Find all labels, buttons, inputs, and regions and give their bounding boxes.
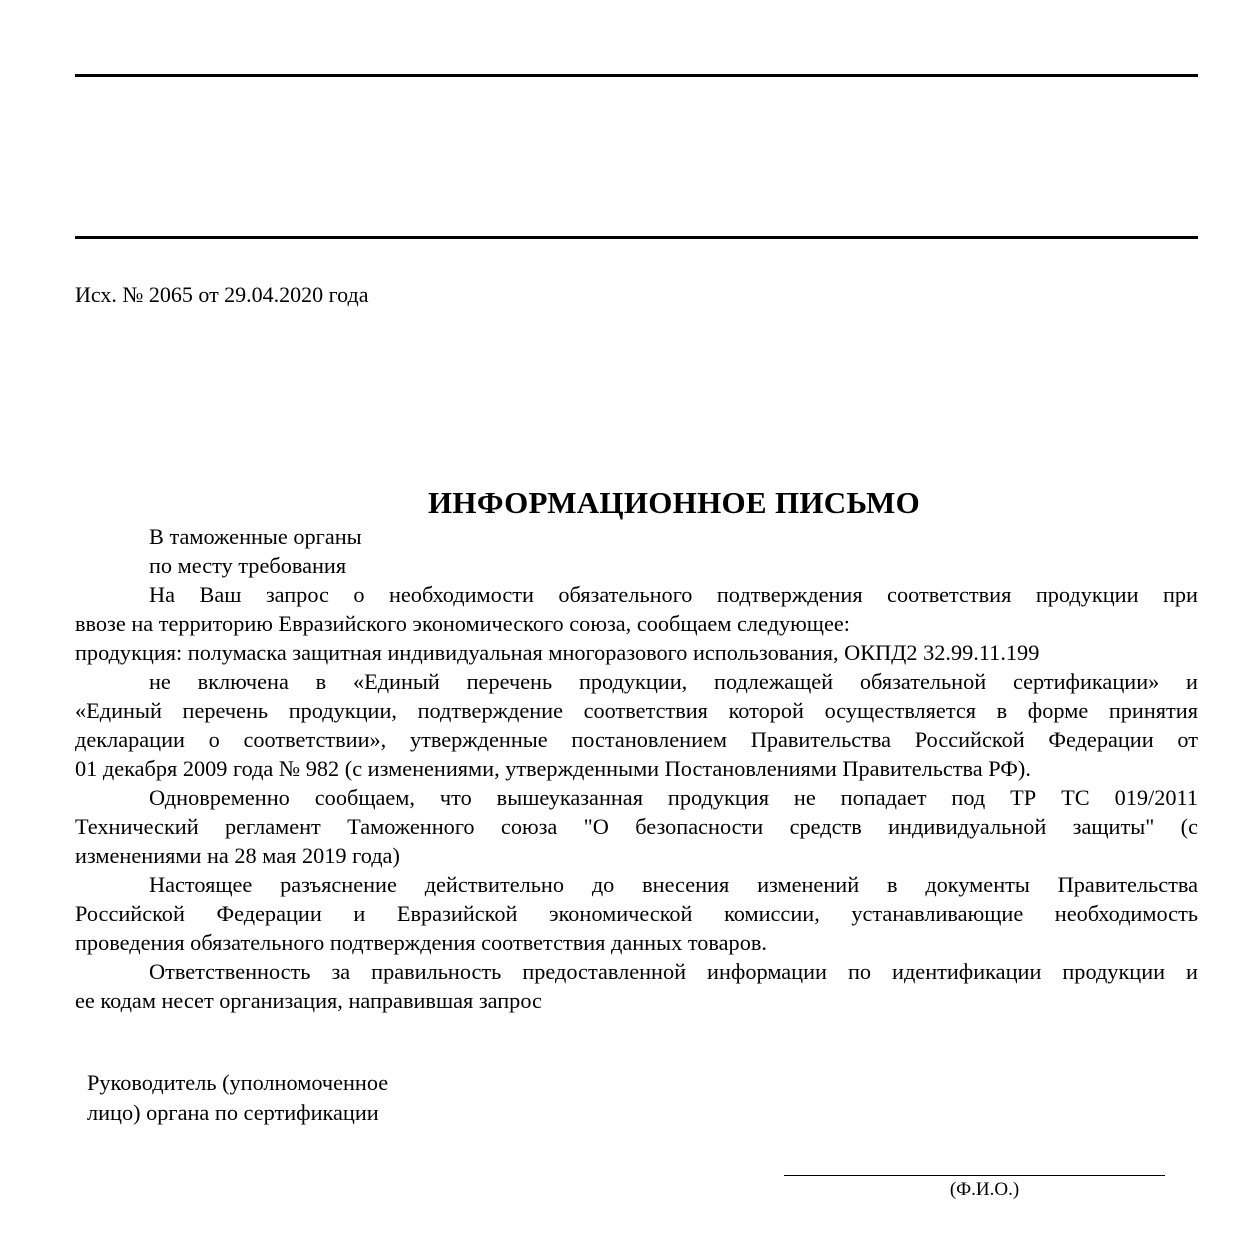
paragraph-line: Технический регламент Таможенного союза "О безопасности средств индивидуальной защиты" (с xyxy=(75,814,1198,839)
paragraph-line: Ответственность за правильность предоставленной информации по идентификации продукции и xyxy=(149,959,1198,984)
paragraph-line: Одновременно сообщаем, что вышеуказанная продукция не попадает под ТР ТС 019/2011 xyxy=(149,785,1198,810)
header-top-rule xyxy=(75,74,1198,77)
letter-title: ИНФОРМАЦИОННОЕ ПИСЬМО xyxy=(428,485,920,520)
signatory-line: лицо) органа по сертификации xyxy=(87,1100,379,1125)
letter-body xyxy=(75,522,1198,1015)
signature-line xyxy=(784,1175,1165,1176)
paragraph-line: «Единый перечень продукции, подтверждение соответствия которой осуществляется в форме принятия xyxy=(75,698,1198,723)
signature-caption: (Ф.И.О.) xyxy=(949,1179,1020,1200)
outgoing-number: Исх. № 2065 от 29.04.2020 года xyxy=(75,282,369,307)
paragraph-line: декларации о соответствии», утвержденные постановлением Правительства Российской Федерации от xyxy=(75,727,1198,752)
paragraph-line: не включена в «Единый перечень продукции, подлежащей обязательной сертификации» и xyxy=(149,669,1198,694)
product-line: продукция: полумаска защитная индивидуальная многоразового использования, ОКПД2 32.99.11.199 xyxy=(75,640,1040,665)
paragraph-line: На Ваш запрос о необходимости обязательного подтверждения соответствия продукции при xyxy=(149,582,1198,607)
signatory-line: Руководитель (уполномоченное xyxy=(87,1070,389,1095)
paragraph-line: ввозе на территорию Евразийского экономического союза, сообщаем следующее: xyxy=(75,611,850,636)
paragraph-line: ее кодам несет организация, направившая запрос xyxy=(75,988,542,1013)
paragraph-line: проведения обязательного подтверждения соответствия данных товаров. xyxy=(75,930,767,955)
header-bottom-rule xyxy=(75,236,1198,239)
signatory-block xyxy=(87,1068,388,1128)
addressee-line: по месту требования xyxy=(149,553,347,578)
addressee-line: В таможенные органы xyxy=(149,524,362,549)
paragraph-line: Российской Федерации и Евразийской экономической комиссии, устанавливающие необходимость xyxy=(75,901,1198,926)
paragraph-line: Настоящее разъяснение действительно до внесения изменений в документы Правительства xyxy=(149,872,1198,897)
paragraph-line: 01 декабря 2009 года № 982 (с изменениями, утвержденными Постановлениями Правительства РФ). xyxy=(75,756,1031,781)
paragraph-line: изменениями на 28 мая 2019 года) xyxy=(75,843,400,868)
